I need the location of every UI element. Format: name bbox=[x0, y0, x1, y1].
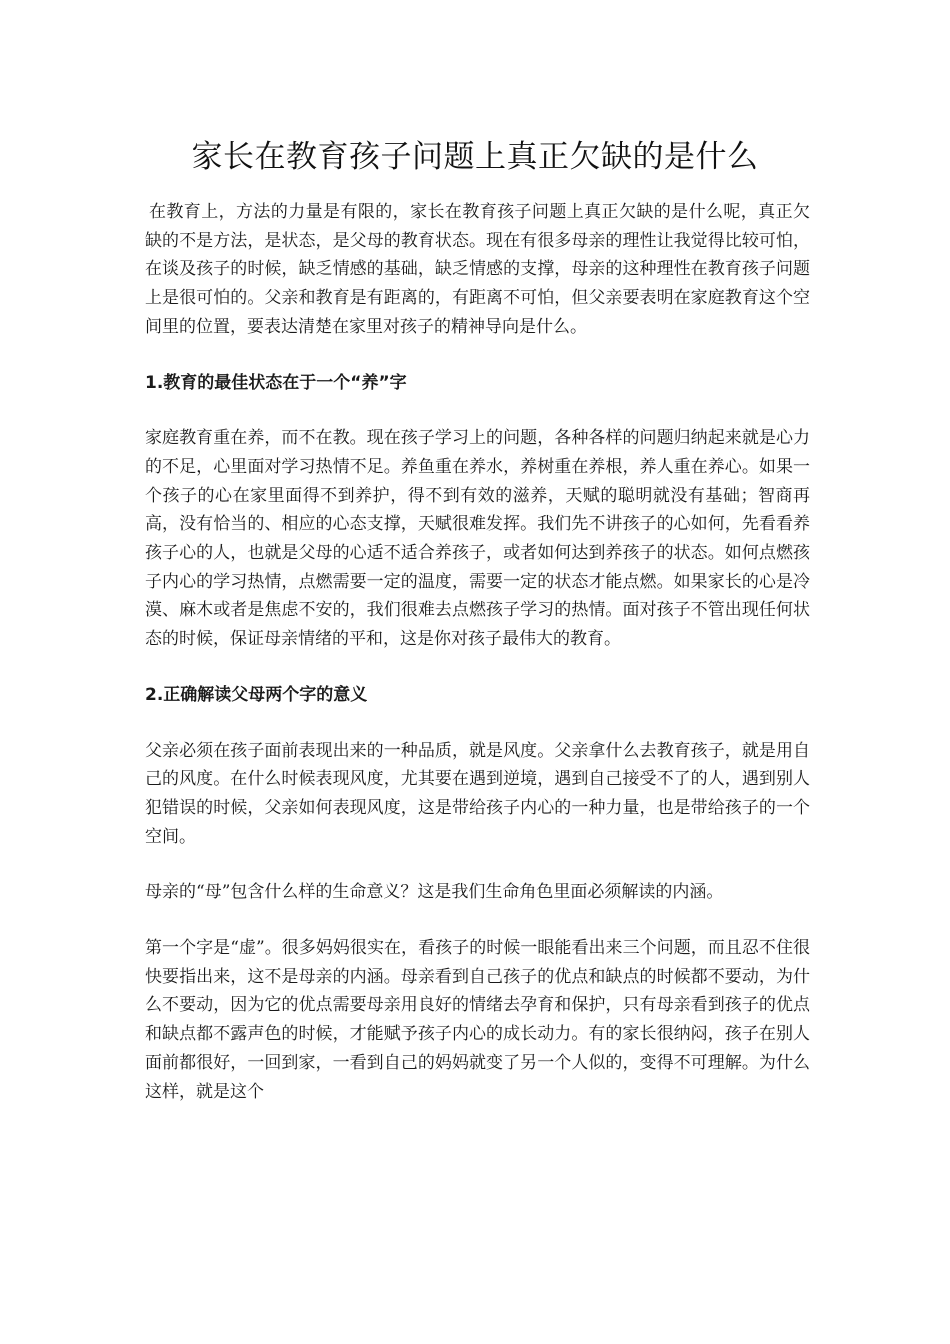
section-2-heading: 2.正确解读父母两个字的意义 bbox=[145, 684, 368, 705]
page-title: 家长在教育孩子问题上真正欠缺的是什么 bbox=[191, 139, 759, 175]
section-2-paragraph-2: 母亲的“母”包含什么样的生命意义？这是我们生命角色里面必须解读的内涵。 bbox=[145, 882, 724, 903]
document-body bbox=[145, 198, 810, 1133]
section-1-heading: 1.教育的最佳状态在于一个“养”字 bbox=[145, 372, 407, 393]
intro-paragraph: 在教育上，方法的力量是有限的，家长在教育孩子问题上真正欠缺的是什么呢，真正欠缺的不是方法，是状态，是父母的教育状态。现在有很多母亲的理性让我觉得比较可怕，在谈及孩子的时候，缺乏情感的基础，缺乏情感的支撑，母亲的这种理性在教育孩子问题上是很可怕的。父亲和教育是有距离的，有距离不可怕，但父亲要表明在家庭教育这个空间里的位置，要表达清楚在家里对孩子的精神导向是什么。 bbox=[145, 202, 810, 337]
section-1-paragraph: 家庭教育重在养，而不在教。现在孩子学习上的问题，各种各样的问题归纳起来就是心力的不足，心里面对学习热情不足。养鱼重在养水，养树重在养根，养人重在养心。如果一个孩子的心在家里面得不到养护，得不到有效的滋养，天赋的聪明就没有基础；智商再高，没有恰当的、相应的心态支撑，天赋很难发挥。我们先不讲孩子的心如何，先看看养孩子心的人，也就是父母的心适不适合养孩子，或者如何达到养孩子的状态。如何点燃孩子内心的学习热情，点燃需要一定的温度，需要一定的状态才能点燃。如果家长的心是冷漠、麻木或者是焦虑不安的，我们很难去点燃孩子学习的热情。面对孩子不管出现任何状态的时候，保证母亲情绪的平和，这是你对孩子最伟大的教育。 bbox=[145, 428, 810, 650]
section-2-paragraph-3: 第一个字是“虚”。很多妈妈很实在，看孩子的时候一眼能看出来三个问题，而且忍不住很快要指出来，这不是母亲的内涵。母亲看到自己孩子的优点和缺点的时候都不要动，为什么不要动，因为它的优点需要母亲用良好的情绪去孕育和保护，只有母亲看到孩子的优点和缺点都不露声色的时候，才能赋予孩子内心的成长动力。有的家长很纳闷，孩子在别人面前都很好，一回到家，一看到自己的妈妈就变了另一个人似的，变得不可理解。为什么这样，就是这个 bbox=[145, 938, 810, 1102]
section-2-paragraph-1: 父亲必须在孩子面前表现出来的一种品质，就是风度。父亲拿什么去教育孩子，就是用自己的风度。在什么时候表现风度，尤其要在遇到逆境，遇到自己接受不了的人，遇到别人犯错误的时候，父亲如何表现风度，这是带给孩子内心的一种力量，也是带给孩子的一个空间。 bbox=[145, 740, 810, 847]
